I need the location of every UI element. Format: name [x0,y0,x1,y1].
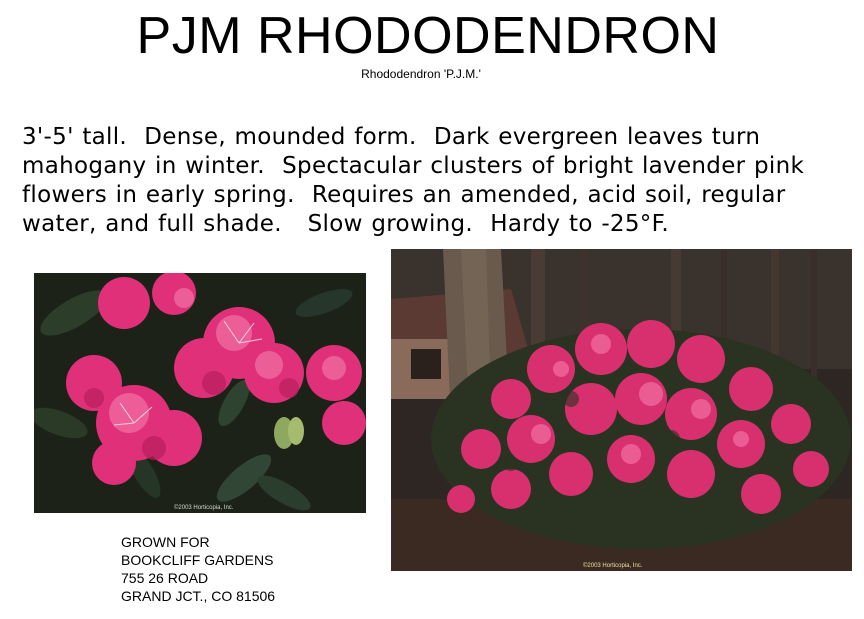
closeup-copyright: ©2003 Horticopia, Inc. [174,505,234,511]
grower-street: 755 26 ROAD [121,570,209,586]
shrub-landscape-photo [391,249,852,571]
shrub-landscape-illustration [391,249,852,571]
shrub-copyright: ©2003 Horticopia, Inc. [583,563,643,569]
plant-description: 3'-5' tall. Dense, mounded form. Dark evergreen leaves turn mahogany in winter. Spectacular clusters of bright lavender pink flowers in early spring. Requires an amended, acid soil, regular water, and full shade. Slow growing. Hardy to -25°F. [22,124,805,237]
flower-closeup-illustration [34,273,366,513]
grower-city: GRAND JCT., CO 81506 [121,588,276,604]
page-title: PJM RHODODENDRON [136,7,720,65]
grower-name: BOOKCLIFF GARDENS [121,552,274,568]
botanical-name: Rhododendron 'P.J.M.' [361,67,481,81]
grower-line-1: GROWN FOR [121,534,210,550]
flower-closeup-photo [34,273,366,513]
grower-address [121,533,275,605]
